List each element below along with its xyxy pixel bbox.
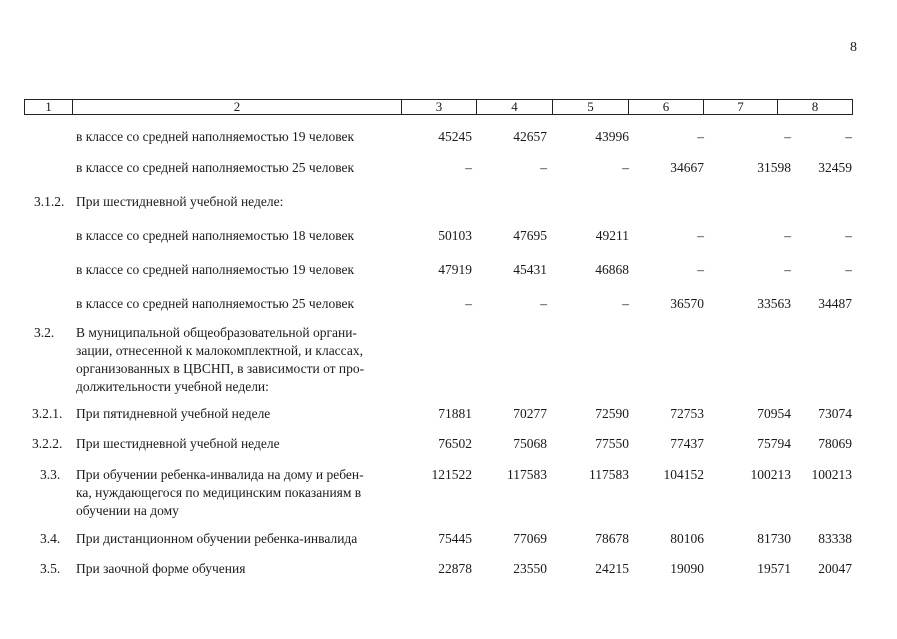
cell-col4: 42657 xyxy=(513,129,547,144)
cell-col8: – xyxy=(845,262,852,277)
row-label-line-3: обучении на дому xyxy=(76,503,179,518)
row-number: 3.2. xyxy=(34,325,55,340)
cell-col6: – xyxy=(697,262,704,277)
row-label-line-1: В муниципальной общеобразовательной органи- xyxy=(76,325,357,340)
row-label: При шестидневной учебной неделе: xyxy=(76,194,284,209)
cell-col4: 47695 xyxy=(513,228,547,243)
cell-col7: – xyxy=(784,262,791,277)
cell-col3: 50103 xyxy=(438,228,472,243)
cell-col8: 83338 xyxy=(818,531,852,546)
cell-col4: 77069 xyxy=(513,531,547,546)
column-header-8: 8 xyxy=(778,100,853,115)
cell-col7: 75794 xyxy=(757,436,791,451)
cell-col8: – xyxy=(845,228,852,243)
row-label-line-2: ка, нуждающегося по медицинским показаниям в xyxy=(76,485,362,500)
row-number: 3.4. xyxy=(40,531,61,546)
cell-col7: 33563 xyxy=(757,296,791,311)
cell-col6: 36570 xyxy=(670,296,704,311)
row-label: При шестидневной учебной неделе xyxy=(76,436,280,451)
cell-col5: 78678 xyxy=(595,531,629,546)
cell-col4: – xyxy=(540,160,547,175)
column-header-table xyxy=(24,99,853,115)
cell-col8: – xyxy=(845,129,852,144)
row-number: 3.1.2. xyxy=(34,194,65,209)
cell-col7: 31598 xyxy=(757,160,791,175)
cell-col3: 47919 xyxy=(438,262,472,277)
row-label-line-2: зации, отнесенной к малокомплектной, и классах, xyxy=(76,343,363,358)
cell-col4: 23550 xyxy=(513,561,547,576)
cell-col6: 77437 xyxy=(670,436,704,451)
cell-col6: 34667 xyxy=(670,160,704,175)
cell-col3: – xyxy=(465,160,472,175)
column-header-7: 7 xyxy=(704,100,778,115)
cell-col6: 80106 xyxy=(670,531,704,546)
row-label: в классе со средней наполняемостью 19 человек xyxy=(76,129,355,144)
row-label: в классе со средней наполняемостью 25 человек xyxy=(76,296,355,311)
cell-col5: 117583 xyxy=(589,467,629,482)
column-header-6: 6 xyxy=(629,100,704,115)
cell-col6: – xyxy=(697,129,704,144)
row-number: 3.2.2. xyxy=(32,436,63,451)
cell-col5: 24215 xyxy=(595,561,629,576)
cell-col8: 100213 xyxy=(811,467,852,482)
row-label-line-4: должительности учебной недели: xyxy=(76,379,269,394)
row-number: 3.2.1. xyxy=(32,406,63,421)
cell-col8: 32459 xyxy=(818,160,852,175)
cell-col5: 72590 xyxy=(595,406,629,421)
cell-col5: – xyxy=(622,160,629,175)
cell-col4: 75068 xyxy=(513,436,547,451)
cell-col8: 34487 xyxy=(818,296,852,311)
column-header-5: 5 xyxy=(553,100,629,115)
column-header-2: 2 xyxy=(73,100,402,115)
cell-col8: 73074 xyxy=(818,406,852,421)
cell-col7: 81730 xyxy=(757,531,791,546)
cell-col3: 76502 xyxy=(438,436,472,451)
column-header-4: 4 xyxy=(477,100,553,115)
cell-col7: 70954 xyxy=(757,406,791,421)
cell-col7: – xyxy=(784,228,791,243)
cell-col7: – xyxy=(784,129,791,144)
row-number: 3.5. xyxy=(40,561,61,576)
cell-col6: – xyxy=(697,228,704,243)
cell-col8: 20047 xyxy=(818,561,852,576)
row-label: в классе со средней наполняемостью 19 человек xyxy=(76,262,355,277)
cell-col4: – xyxy=(540,296,547,311)
cell-col5: – xyxy=(622,296,629,311)
cell-col3: 22878 xyxy=(438,561,472,576)
cell-col4: 70277 xyxy=(513,406,547,421)
cell-col5: 77550 xyxy=(595,436,629,451)
cell-col5: 46868 xyxy=(595,262,629,277)
cell-col3: 71881 xyxy=(438,406,472,421)
cell-col7: 100213 xyxy=(750,467,791,482)
column-header-3: 3 xyxy=(402,100,477,115)
row-label-line-3: организованных в ЦВСНП, в зависимости от про- xyxy=(76,361,365,376)
row-label: При заочной форме обучения xyxy=(76,561,246,576)
cell-col3: 121522 xyxy=(431,467,472,482)
row-label: в классе со средней наполняемостью 18 человек xyxy=(76,228,355,243)
row-label-line-1: При обучении ребенка-инвалида на дому и ребен- xyxy=(76,467,364,482)
cell-col3: 45245 xyxy=(438,129,472,144)
cell-col6: 104152 xyxy=(663,467,704,482)
cell-col7: 19571 xyxy=(757,561,791,576)
cell-col3: – xyxy=(465,296,472,311)
column-header-1: 1 xyxy=(25,100,73,115)
row-label: в классе со средней наполняемостью 25 человек xyxy=(76,160,355,175)
cell-col4: 117583 xyxy=(507,467,547,482)
column-header-row xyxy=(25,100,853,115)
page-number: 8 xyxy=(850,40,857,55)
row-label: При дистанционном обучении ребенка-инвалида xyxy=(76,531,358,546)
cell-col8: 78069 xyxy=(818,436,852,451)
cell-col5: 49211 xyxy=(595,228,629,243)
cell-col6: 72753 xyxy=(670,406,704,421)
cell-col3: 75445 xyxy=(438,531,472,546)
row-label: При пятидневной учебной неделе xyxy=(76,406,271,421)
row-number: 3.3. xyxy=(40,467,61,482)
cell-col4: 45431 xyxy=(513,262,547,277)
cell-col6: 19090 xyxy=(670,561,704,576)
cell-col5: 43996 xyxy=(595,129,629,144)
